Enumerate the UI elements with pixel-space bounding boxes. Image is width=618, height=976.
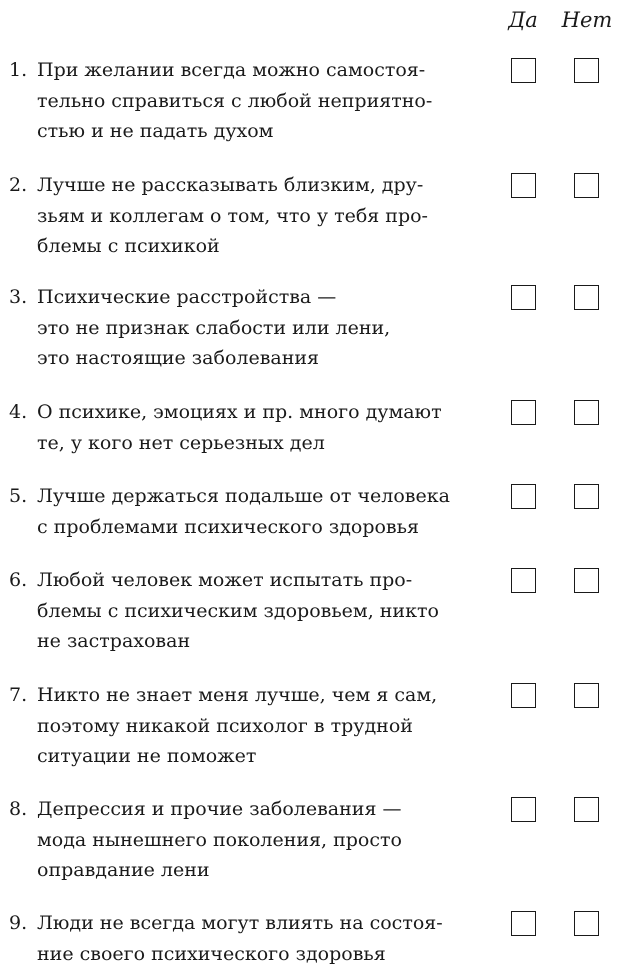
- no-column-header: Нет: [561, 8, 613, 32]
- no-checkbox[interactable]: [574, 285, 599, 310]
- yes-checkbox[interactable]: [511, 484, 536, 509]
- yes-column-header: Да: [508, 8, 538, 32]
- yes-checkbox[interactable]: [511, 58, 536, 83]
- question-number: 7.: [9, 684, 28, 706]
- no-checkbox[interactable]: [574, 484, 599, 509]
- question-text: Любой человек может испытать про- блемы с психическим здоровьем, никто не застрахован: [37, 569, 439, 652]
- yes-checkbox[interactable]: [511, 683, 536, 708]
- question-number: 4.: [9, 401, 28, 423]
- question-text: Депрессия и прочие заболевания — мода нынешнего поколения, просто оправдание лени: [37, 798, 402, 881]
- question-text: Психические расстройства — это не признак слабости или лени, это настоящие заболевания: [37, 286, 391, 369]
- no-checkbox[interactable]: [574, 400, 599, 425]
- question-text: Лучше не рассказывать близким, дру- зьям и коллегам о том, что у тебя про- блемы с психикой: [37, 174, 428, 257]
- yes-checkbox[interactable]: [511, 173, 536, 198]
- question-text: Люди не всегда могут влиять на состоя- ние своего психического здоровья: [37, 912, 443, 965]
- question-number: 1.: [9, 59, 28, 81]
- question-number: 2.: [9, 174, 28, 196]
- question-text: О психике, эмоциях и пр. много думают те, у кого нет серьезных дел: [37, 401, 442, 454]
- no-checkbox[interactable]: [574, 58, 599, 83]
- question-text: При желании всегда можно самостоя- тельно справиться с любой неприятно- стью и не падать духом: [37, 59, 433, 142]
- question-number: 5.: [9, 485, 28, 507]
- question-number: 6.: [9, 569, 28, 591]
- no-checkbox[interactable]: [574, 173, 599, 198]
- question-text: Никто не знает меня лучше, чем я сам, поэтому никакой психолог в трудной ситуации не поможет: [37, 684, 438, 767]
- question-number: 8.: [9, 798, 28, 820]
- question-text: Лучше держаться подальше от человека с проблемами психического здоровья: [37, 485, 450, 538]
- question-number: 3.: [9, 286, 28, 308]
- no-checkbox[interactable]: [574, 568, 599, 593]
- question-number: 9.: [9, 912, 28, 934]
- yes-checkbox[interactable]: [511, 568, 536, 593]
- no-checkbox[interactable]: [574, 911, 599, 936]
- yes-checkbox[interactable]: [511, 285, 536, 310]
- yes-checkbox[interactable]: [511, 797, 536, 822]
- yes-checkbox[interactable]: [511, 911, 536, 936]
- yes-checkbox[interactable]: [511, 400, 536, 425]
- no-checkbox[interactable]: [574, 683, 599, 708]
- no-checkbox[interactable]: [574, 797, 599, 822]
